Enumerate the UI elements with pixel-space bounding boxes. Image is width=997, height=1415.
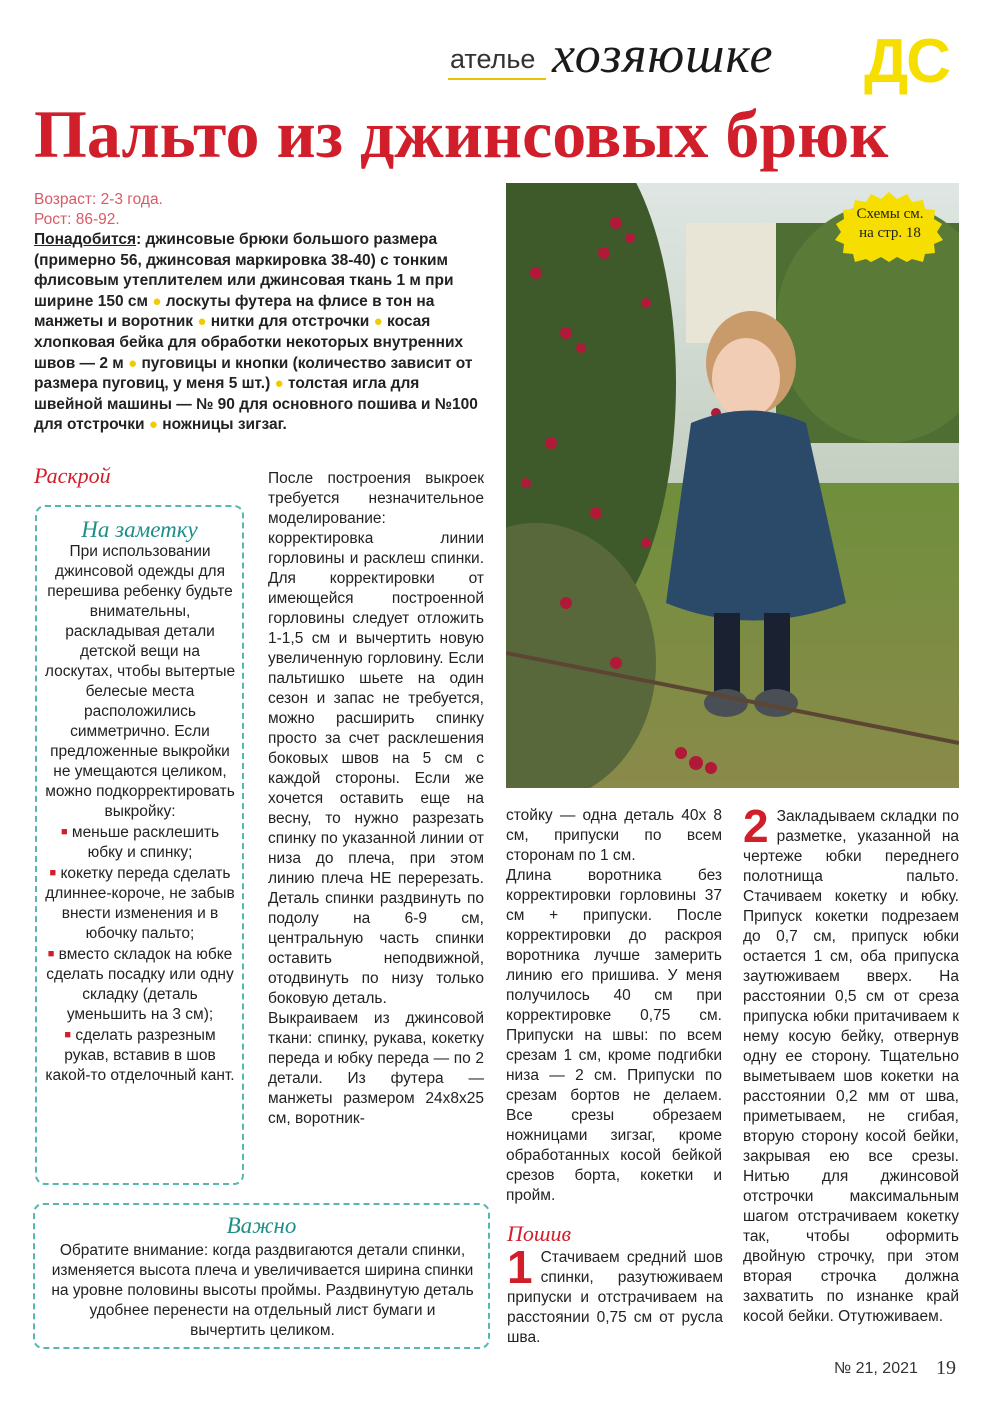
material-item: косая хлопковая бейка для обработки некоторых внутренних швов — 2 м: [34, 313, 464, 372]
badge-line: на стр. 18: [859, 225, 921, 241]
header-underline: [448, 78, 546, 80]
article-title: Пальто из джинсовых брюк: [34, 96, 889, 172]
body-paragraph: Выкраиваем из джинсовой ткани: спинку, рукава, кокетку переда и юбку переда — по 2 детали. Из футера — манжеты размером 24х8х25 см, воротник-: [268, 1010, 484, 1127]
age-info: Возраст: 2-3 года.: [34, 191, 163, 208]
bullet-dot-icon: ●: [274, 375, 284, 393]
materials-list: [34, 230, 492, 436]
bullet-dot-icon: ●: [128, 354, 138, 372]
note-title: На заметку: [81, 517, 198, 542]
material-item: : джинсовые брюки большого размера (примерно 56, джинсовая маркировка 38-40) с тонким флисовым утеплителем или джинсовая ткань 1 м при ширине 150 см: [34, 231, 454, 310]
page-number: 19: [936, 1357, 956, 1379]
note-text: [44, 542, 236, 1086]
materials-label: Понадобится: [34, 231, 137, 248]
badge-text: [840, 205, 940, 243]
material-item: пуговицы и кнопки (количество зависит от размера пуговиц, у меня 5 шт.): [34, 354, 473, 393]
step-number: 2: [743, 800, 769, 852]
badge-line: Схемы см.: [856, 206, 924, 222]
height-info: Рост: 86-92.: [34, 211, 120, 228]
important-title: Важно: [226, 1213, 297, 1238]
red-square-icon: ■: [60, 826, 68, 838]
section-heading-cutting: Раскрой: [34, 463, 111, 488]
issue-number: № 21, 2021: [834, 1360, 918, 1377]
body-paragraph: После построения выкроек требуется незначительное моделирование: корректировка линии горловины и расклеш спинки. Для корректировки от имеющейся построенной горловины следует отложить 1-1,5 см и вычертить новую увеличенную горловину. Если пальтишко шьете на один сезон и запас не требуется, можно расширить спинку просто за счет расклешения боковых швов на 5 см с каждой стороны. Если же хочется оставить еще на весну, то нужно разрезать спинку по указанной линии от низа до плеча, при этом линию плеча НЕ перерезать. Деталь спинки раздвинуть по подолу на 6-9 см, центральную часть спинки оставить неподвижной, отодвинуть по низу только боковую деталь.: [268, 470, 484, 1007]
bullet-dot-icon: ●: [148, 416, 158, 434]
note-bullet: меньше расклешить юбку и спинку;: [71, 824, 220, 861]
material-item: толстая игла для швейной машины — № 90 для основного пошива и №100 для отстрочки: [34, 375, 478, 434]
magazine-logo: ДС: [864, 27, 949, 96]
section-heading-sewing: Пошив: [507, 1221, 572, 1246]
header-atelier: ателье: [450, 44, 536, 74]
red-square-icon: ■: [47, 948, 55, 960]
step-1: [507, 1241, 723, 1348]
red-square-icon: ■: [49, 867, 57, 879]
body-column-3: [506, 806, 722, 1206]
header-rubric: хозяюшке: [552, 27, 774, 84]
body-column-2: [268, 469, 484, 1129]
bullet-dot-icon: ●: [197, 313, 207, 331]
step-text: Закладываем складки по разметке, указанной на чертеже юбки переднего полотнища пальто. Стачиваем кокетку и юбку. Припуск кокетки подрезаем до 0,7 см, припуск юбки остается 1 см, оба припуска заутюживаем вверх. На расстоянии 0,5 см от среза припуска юбки притачиваем к нему косую бейку, отвернув одну ее сторону. Тщательно выметываем шов кокетки на расстоянии 0,2 мм от шва, приметываем, не сгибая, вторую сторону косой бейки, закрывая ею все срезы. Нитью для джинсовой отстрочки максимальным шагом отстрачиваем кокетку так, чтобы оформить двойную строчку, при этом вторая строчка должна захватить по изнанке край косой бейки. Отутюживаем.: [743, 808, 959, 1325]
body-paragraph: стойку — одна деталь 40х 8 см, припуски по всем сторонам по 1 см.: [506, 807, 722, 864]
body-paragraph: Длина воротника без корректировки горловины 37 см + припуски. После корректировки до раскроя воротника лучше замерить линию его пришива. У меня получилось 40 см при корректировке 0,75 см. Припуски на швы: по всем срезам 1 см, кроме подгибки низа — 2 см. Припуски по срезам бортов не делаем. Все срезы обрезаем ножницами зигзаг, кроме обработанных косой бейкой срезов борта, кокетки и пройм.: [506, 867, 722, 1204]
child-in-coat-photo: [506, 183, 959, 788]
material-item: ножницы зигзаг.: [162, 416, 287, 434]
bullet-dot-icon: ●: [373, 313, 383, 331]
note-paragraph: При использовании джинсовой одежды для перешива ребенку будьте внимательны, раскладывая детали детской вещи на лоскутах, чтобы вытертые белесые места расположились симметрично. Если предложенные выкройки не умещаются целиком, можно подкорректировать выкройку:: [44, 543, 236, 820]
step-text: Стачиваем средний шов спинки, разутюживаем припуски и отстрачиваем на расстоянии 0,75 см от русла шва.: [507, 1249, 723, 1346]
note-bullet: кокетку переда сделать длиннее-короче, не забыв внести изменения и в юбочку пальто;: [45, 865, 235, 942]
article-photo: [506, 183, 959, 788]
material-item: нитки для отстрочки: [210, 313, 370, 331]
material-item: лоскуты футера на флисе в тон на манжеты и воротник: [34, 292, 435, 331]
note-bullet: сделать разрезным рукав, вставив в шов какой-то отделочный кант.: [45, 1027, 235, 1084]
bullet-dot-icon: ●: [152, 292, 162, 310]
red-square-icon: ■: [64, 1029, 72, 1041]
step-2: [743, 800, 959, 1327]
note-bullet: вместо складок на юбке сделать посадку или одну складку (деталь уменьшить на 3 см);: [46, 946, 234, 1023]
step-number: 1: [507, 1241, 533, 1293]
important-text: Обратите внимание: когда раздвигаются детали спинки, изменяется высота плеча и увеличивается ширина спинки на уровне половины высоты проймы. Раздвинутую деталь удобнее перенести на отдельный лист бумаги и вычертить целиком.: [51, 1242, 474, 1339]
